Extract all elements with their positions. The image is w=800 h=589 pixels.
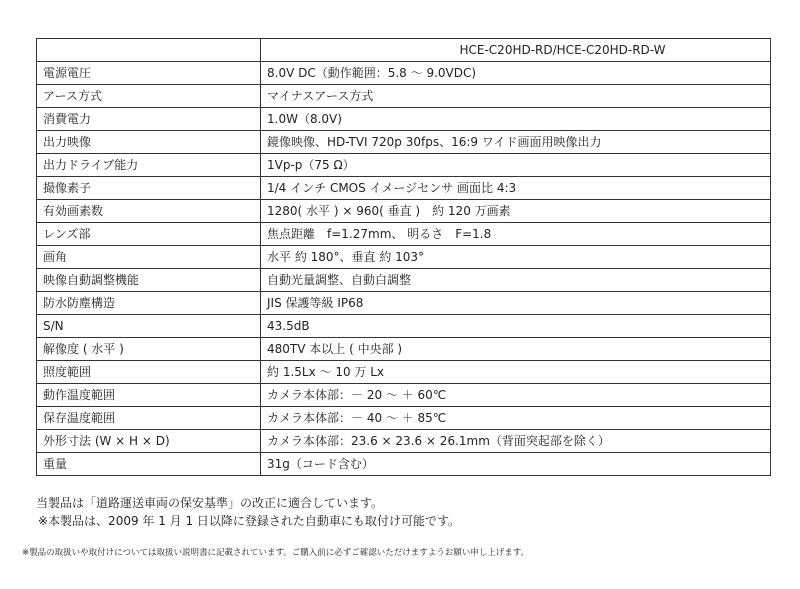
spec-value: 水平 約 180°、垂直 約 103° xyxy=(261,246,771,269)
spec-value: 1280( 水平 ) × 960( 垂直 ) 約 120 万画素 xyxy=(261,200,771,223)
spec-label: レンズ部 xyxy=(37,223,261,246)
spec-value: マイナスアース方式 xyxy=(261,85,771,108)
spec-table xyxy=(36,38,771,476)
spec-label: 電源電圧 xyxy=(37,62,261,85)
spec-value: 鏡像映像、HD-TVI 720p 30fps、16:9 ワイド画面用映像出力 xyxy=(261,131,771,154)
note-line-1: 当製品は「道路運送車両の保安基準」の改正に適合しています。 xyxy=(36,496,384,510)
spec-label: 消費電力 xyxy=(37,108,261,131)
spec-value: カメラ本体部：－ 40 ～ ＋ 85℃ xyxy=(261,407,771,430)
spec-label: アース方式 xyxy=(37,85,261,108)
table-row xyxy=(37,384,771,407)
table-row xyxy=(37,315,771,338)
table-row xyxy=(37,108,771,131)
spec-label: 出力映像 xyxy=(37,131,261,154)
spec-value: 1/4 インチ CMOS イメージセンサ 画面比 4:3 xyxy=(261,177,771,200)
table-row xyxy=(37,177,771,200)
spec-value: 自動光量調整、自動白調整 xyxy=(261,269,771,292)
spec-value: 43.5dB xyxy=(261,315,771,338)
spec-label: 重量 xyxy=(37,453,261,476)
table-row xyxy=(37,292,771,315)
spec-value: 約 1.5Lx ～ 10 万 Lx xyxy=(261,361,771,384)
spec-label: 画角 xyxy=(37,246,261,269)
table-row xyxy=(37,131,771,154)
spec-table-body xyxy=(37,39,771,476)
spec-value: 31g（コード含む） xyxy=(261,453,771,476)
table-row xyxy=(37,338,771,361)
table-row xyxy=(37,200,771,223)
model-name-cell: HCE-C20HD-RD/HCE-C20HD-RD-W xyxy=(261,39,771,62)
spec-value: 1Vp-p（75 Ω） xyxy=(261,154,771,177)
table-row xyxy=(37,269,771,292)
spec-label: 出力ドライブ能力 xyxy=(37,154,261,177)
spec-label: 照度範囲 xyxy=(37,361,261,384)
spec-label: 撮像素子 xyxy=(37,177,261,200)
spec-label: 保存温度範囲 xyxy=(37,407,261,430)
table-row xyxy=(37,62,771,85)
spec-value: カメラ本体部：－ 20 ～ ＋ 60℃ xyxy=(261,384,771,407)
spec-value: 8.0V DC（動作範囲：5.8 ～ 9.0VDC) xyxy=(261,62,771,85)
header-label-cell xyxy=(37,39,261,62)
spec-label: 有効画素数 xyxy=(37,200,261,223)
table-row xyxy=(37,223,771,246)
table-row xyxy=(37,154,771,177)
spec-label: S/N xyxy=(37,315,261,338)
spec-value: 1.0W（8.0V) xyxy=(261,108,771,131)
note-line-2: ※本製品は、2009 年 1 月 1 日以降に登録された自動車にも取付け可能です。 xyxy=(38,514,460,528)
notes xyxy=(36,494,460,530)
table-header-row xyxy=(37,39,771,62)
footer-disclaimer: ※製品の取扱いや取付けについては取扱い説明書に記載されています。ご購入前に必ずご確認いただけますようお願い申し上げます。 xyxy=(22,548,530,558)
spec-value: 480TV 本以上 ( 中央部 ) xyxy=(261,338,771,361)
table-row xyxy=(37,407,771,430)
table-row xyxy=(37,246,771,269)
spec-label: 防水防塵構造 xyxy=(37,292,261,315)
spec-label: 外形寸法 (W × H × D) xyxy=(37,430,261,453)
spec-label: 動作温度範囲 xyxy=(37,384,261,407)
table-row xyxy=(37,453,771,476)
spec-label: 映像自動調整機能 xyxy=(37,269,261,292)
table-row xyxy=(37,430,771,453)
spec-label: 解像度 ( 水平 ) xyxy=(37,338,261,361)
spec-value: カメラ本体部：23.6 × 23.6 × 26.1mm（背面突起部を除く） xyxy=(261,430,771,453)
table-row xyxy=(37,85,771,108)
spec-value: JIS 保護等級 IP68 xyxy=(261,292,771,315)
table-row xyxy=(37,361,771,384)
spec-value: 焦点距離 f=1.27mm、 明るさ F=1.8 xyxy=(261,223,771,246)
